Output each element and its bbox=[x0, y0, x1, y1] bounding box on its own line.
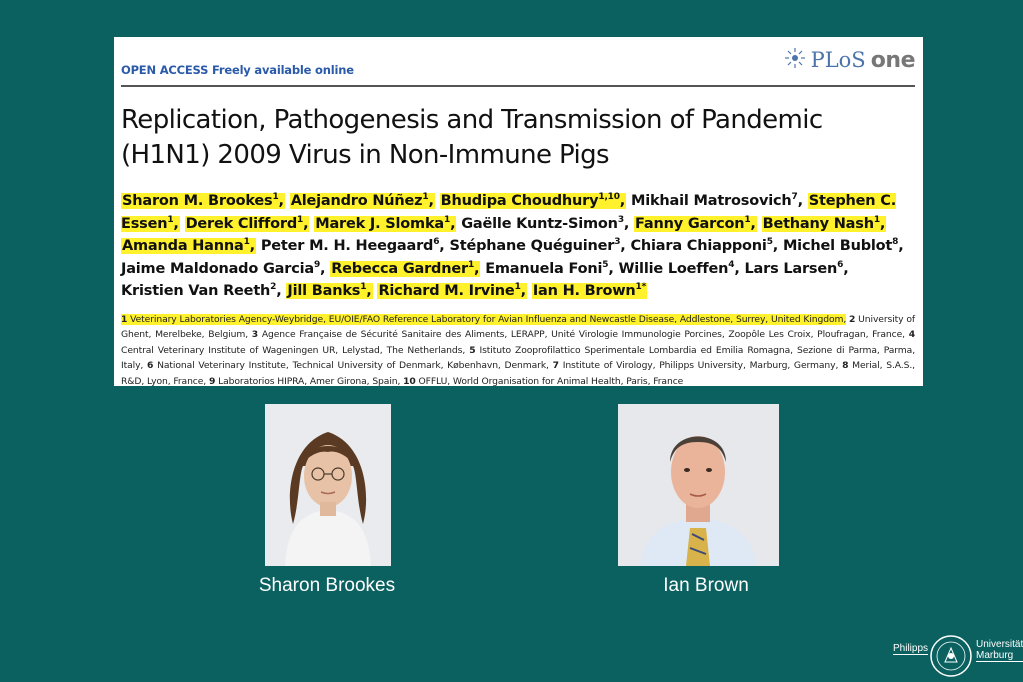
author-separator: , bbox=[620, 238, 626, 254]
affiliation-number: 5 bbox=[469, 344, 476, 356]
author-separator: , bbox=[303, 215, 309, 232]
author-separator: , bbox=[520, 283, 526, 299]
author-name: Jill Banks bbox=[287, 283, 361, 299]
author-name: Richard M. Irvine bbox=[378, 283, 515, 299]
author-list bbox=[121, 190, 915, 303]
logo-text-philipps: Philipps bbox=[893, 643, 929, 654]
author-name: Kristien Van Reeth bbox=[121, 283, 271, 299]
author-affiliation-number: 9 bbox=[313, 259, 321, 270]
author-affiliation-number: 1 bbox=[514, 282, 521, 293]
author-name: Gaëlle Kuntz-Simon bbox=[461, 215, 618, 232]
affiliation-list bbox=[121, 312, 915, 390]
author-entry bbox=[762, 216, 887, 232]
author-name: Derek Clifford bbox=[185, 215, 297, 232]
author-name: Sharon M. Brookes bbox=[122, 193, 273, 209]
university-seal-icon bbox=[929, 634, 973, 678]
caption-sharon-brookes: Sharon Brookes bbox=[258, 575, 396, 596]
author-entry bbox=[121, 238, 256, 254]
logo-text-universitat: Universität bbox=[976, 639, 1023, 650]
author-affiliation-number: 2 bbox=[270, 282, 277, 293]
author-name: Chiara Chiapponi bbox=[630, 238, 767, 254]
open-access-label bbox=[121, 63, 354, 77]
author-entry bbox=[532, 283, 647, 299]
author-name: Stéphane Quéguiner bbox=[449, 238, 615, 254]
affiliation-number: 1 bbox=[121, 313, 128, 325]
author-separator: , bbox=[428, 193, 434, 209]
author-affiliation-number: 1 bbox=[444, 214, 451, 225]
author-entry bbox=[449, 238, 625, 254]
author-name: Michel Bublot bbox=[782, 238, 893, 254]
author-separator: , bbox=[276, 283, 282, 299]
author-name: Fanny Garcon bbox=[635, 215, 745, 232]
author-affiliation-number: 1 bbox=[467, 259, 475, 270]
author-affiliation-number: 1 bbox=[873, 214, 880, 225]
author-name: Bethany Nash bbox=[762, 215, 874, 232]
paper-title-line2: (H1N1) 2009 Virus in Non-Immune Pigs bbox=[121, 140, 609, 170]
author-affiliation-number: 1,10 bbox=[598, 192, 620, 203]
author-entry bbox=[121, 261, 325, 277]
affiliation-number: 4 bbox=[908, 329, 915, 341]
affiliation-entry bbox=[553, 360, 839, 371]
author-affiliation-number: 1* bbox=[635, 282, 647, 293]
author-affiliation-number: 1 bbox=[422, 192, 429, 203]
author-separator: , bbox=[879, 215, 886, 232]
author-name: Jaime Maldonado Garcia bbox=[121, 260, 314, 277]
author-entry bbox=[185, 216, 310, 232]
author-entry bbox=[286, 283, 372, 299]
author-separator: , bbox=[439, 238, 445, 254]
author-entry bbox=[121, 193, 285, 209]
author-separator: , bbox=[320, 260, 326, 277]
affiliation-entry bbox=[147, 360, 549, 371]
author-name: Peter M. H. Heegaard bbox=[260, 238, 434, 254]
affiliation-text: Laboratorios HIPRA, Amer Girona, Spain, bbox=[215, 375, 401, 387]
paper-title bbox=[121, 103, 915, 173]
author-name: Amanda Hanna bbox=[122, 238, 244, 254]
paper-excerpt bbox=[114, 37, 923, 386]
affiliation-number: 8 bbox=[842, 360, 849, 372]
affiliation-text: Agence Française de Sécurité Sanitaire des Aliments, LERAPP, Unité Virologie Immunologie Porcines, Zoopôle Les Croix, Ploufragan, France, bbox=[258, 329, 905, 341]
author-name: Emanuela Foni bbox=[485, 260, 603, 277]
portrait-woman-icon bbox=[265, 404, 391, 566]
author-affiliation-number: 5 bbox=[602, 259, 609, 270]
author-separator: , bbox=[898, 238, 904, 254]
author-entry bbox=[630, 238, 778, 254]
affiliation-text: Merial, S.A.S., R&D, Lyon, France, bbox=[121, 360, 915, 387]
portrait-man-icon bbox=[618, 404, 779, 566]
author-name: Marek J. Slomka bbox=[315, 215, 444, 232]
logo-text-marburg: Marburg bbox=[976, 650, 1014, 661]
author-separator: , bbox=[249, 238, 255, 254]
author-separator: , bbox=[173, 215, 179, 232]
affiliation-number: 3 bbox=[251, 329, 259, 341]
author-separator: , bbox=[843, 260, 849, 277]
affiliation-number: 6 bbox=[147, 360, 154, 372]
affiliation-text: Institute of Virology, Philipps University, Marburg, Germany, bbox=[558, 360, 839, 372]
author-name: Rebecca Gardner bbox=[331, 260, 468, 277]
university-logo bbox=[893, 633, 1023, 681]
photo-sharon-brookes bbox=[265, 404, 391, 566]
author-separator: , bbox=[772, 238, 779, 254]
sunburst-icon bbox=[784, 47, 806, 69]
logo-text-university bbox=[976, 639, 1023, 662]
author-entry bbox=[330, 261, 480, 277]
author-separator: , bbox=[797, 193, 803, 209]
author-entry bbox=[461, 216, 629, 232]
author-separator: , bbox=[750, 215, 756, 232]
author-affiliation-number: 3 bbox=[617, 214, 624, 225]
author-separator: , bbox=[734, 260, 740, 277]
author-separator: , bbox=[450, 215, 456, 232]
author-name: Mikhail Matrosovich bbox=[630, 193, 792, 209]
author-affiliation-number: 6 bbox=[837, 259, 844, 270]
affiliation-text: Central Veterinary Institute of Wageningen UR, Lelystad, The Netherlands, bbox=[121, 344, 466, 356]
author-affiliation-number: 4 bbox=[728, 259, 735, 270]
author-entry bbox=[377, 283, 527, 299]
author-name: Bhudipa Choudhury bbox=[440, 193, 599, 209]
author-name: Willie Loeffen bbox=[618, 260, 729, 277]
author-name: Stephen C. Essen bbox=[121, 193, 897, 232]
author-affiliation-number: 6 bbox=[433, 237, 440, 248]
journal-brand-plos: PLoS bbox=[810, 48, 866, 72]
author-affiliation-number: 1 bbox=[167, 214, 174, 225]
author-entry bbox=[618, 261, 739, 277]
author-name: Lars Larsen bbox=[744, 260, 838, 277]
author-entry bbox=[261, 238, 445, 254]
affiliation-text: Istituto Zooprofilattico Sperimentale Lombardia ed Emilia Romagna, Sezione di Parma, Parma, Italy, bbox=[121, 344, 916, 372]
author-affiliation-number: 3 bbox=[614, 237, 621, 248]
affiliation-text: University of Ghent, Merelbeke, Belgium, bbox=[121, 313, 915, 341]
author-entry bbox=[314, 216, 456, 232]
affiliation-entry bbox=[403, 376, 683, 387]
author-entry bbox=[783, 238, 904, 254]
affiliation-text: Veterinary Laboratories Agency-Weybridge, EU/OIE/FAO Reference Laboratory for Avian Influenza and Newcastle Disease, Addlestone, Surrey, United Kingdom, bbox=[127, 313, 847, 325]
affiliation-entry bbox=[121, 314, 846, 325]
author-affiliation-number: 1 bbox=[272, 192, 279, 203]
affiliation-text: OFFLU, World Organisation for Animal Health, Paris, France bbox=[415, 375, 684, 387]
author-affiliation-number: 1 bbox=[243, 237, 250, 248]
author-separator: , bbox=[474, 260, 480, 277]
affiliation-number: 7 bbox=[552, 360, 559, 372]
author-affiliation-number: 1 bbox=[297, 214, 304, 225]
author-separator: , bbox=[366, 283, 372, 299]
author-entry bbox=[634, 216, 757, 232]
author-separator: , bbox=[608, 260, 614, 277]
affiliation-number: 2 bbox=[849, 313, 856, 325]
author-affiliation-number: 1 bbox=[360, 282, 367, 293]
journal-logo bbox=[784, 47, 916, 73]
author-name: Ian H. Brown bbox=[532, 283, 636, 299]
paper-title-line1: Replication, Pathogenesis and Transmission of Pandemic bbox=[121, 105, 823, 135]
author-affiliation-number: 5 bbox=[766, 237, 773, 248]
open-access-text: OPEN ACCESS Freely available online bbox=[121, 63, 354, 77]
author-affiliation-number: 7 bbox=[791, 192, 798, 203]
paper-header bbox=[121, 37, 915, 87]
author-affiliation-number: 8 bbox=[892, 237, 899, 248]
author-entry bbox=[745, 261, 849, 277]
author-separator: , bbox=[619, 193, 626, 209]
affiliation-text: National Veterinary Institute, Technical University of Denmark, København, Denmark, bbox=[153, 360, 549, 372]
affiliation-number: 10 bbox=[403, 375, 416, 387]
affiliation-entry bbox=[209, 376, 400, 387]
author-separator: , bbox=[623, 215, 630, 232]
journal-brand-one: one bbox=[870, 48, 915, 73]
author-separator: , bbox=[278, 193, 284, 209]
author-affiliation-number: 1 bbox=[744, 214, 751, 225]
author-entry bbox=[440, 193, 626, 209]
author-entry bbox=[290, 193, 435, 209]
author-entry bbox=[485, 261, 613, 277]
author-entry bbox=[121, 283, 282, 299]
author-entry bbox=[631, 193, 803, 209]
caption-ian-brown: Ian Brown bbox=[663, 575, 749, 596]
affiliation-entry bbox=[252, 329, 905, 340]
photo-ian-brown bbox=[618, 404, 779, 566]
author-name: Alejandro Núñez bbox=[290, 193, 423, 209]
affiliation-number: 9 bbox=[208, 375, 216, 387]
